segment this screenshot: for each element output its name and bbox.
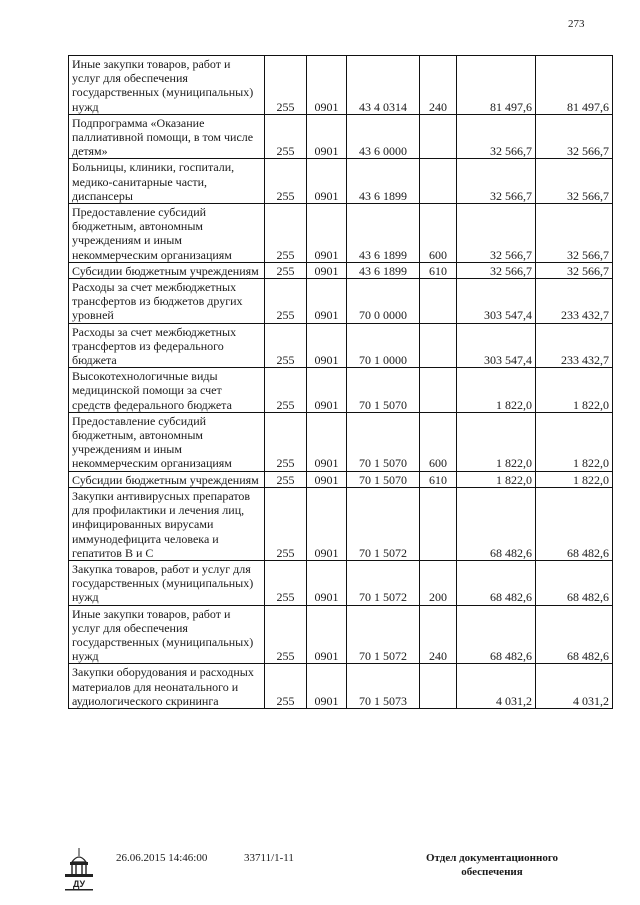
row-section-cell: 0901 — [307, 368, 347, 413]
table-row — [69, 487, 613, 560]
row-csr-cell: 70 1 5072 — [347, 560, 420, 605]
row-sum2-cell: 1 822,0 — [536, 471, 613, 487]
row-section-cell: 0901 — [307, 114, 347, 159]
row-name-cell: Подпрограмма «Оказание паллиативной помощи, в том числе детям» — [69, 114, 265, 159]
row-grbs-cell: 255 — [265, 368, 307, 413]
table-row — [69, 368, 613, 413]
row-grbs-cell: 255 — [265, 279, 307, 324]
table-row — [69, 605, 613, 664]
row-csr-cell: 70 1 5072 — [347, 487, 420, 560]
table-row — [69, 323, 613, 368]
budget-table-body — [69, 56, 613, 709]
row-vr-cell: 600 — [420, 204, 457, 263]
row-grbs-cell: 255 — [265, 560, 307, 605]
row-section-cell: 0901 — [307, 204, 347, 263]
row-csr-cell: 70 1 5073 — [347, 664, 420, 709]
row-grbs-cell: 255 — [265, 605, 307, 664]
row-name-cell: Субсидии бюджетным учреждениям — [69, 262, 265, 278]
table-row — [69, 204, 613, 263]
row-sum1-cell: 32 566,7 — [457, 114, 536, 159]
row-sum1-cell: 1 822,0 — [457, 471, 536, 487]
row-vr-cell — [420, 159, 457, 204]
row-name-cell: Высокотехнологичные виды медицинской помощи за счет средств федерального бюджета — [69, 368, 265, 413]
table-row — [69, 56, 613, 115]
row-csr-cell: 70 0 0000 — [347, 279, 420, 324]
row-grbs-cell: 255 — [265, 204, 307, 263]
row-sum1-cell: 32 566,7 — [457, 159, 536, 204]
table-row — [69, 159, 613, 204]
row-csr-cell: 43 6 1899 — [347, 262, 420, 278]
footer-department-line1: Отдел документационного — [425, 852, 559, 864]
row-sum1-cell: 68 482,6 — [457, 560, 536, 605]
page-number: 273 — [568, 18, 585, 30]
row-csr-cell: 43 6 1899 — [347, 204, 420, 263]
footer-datetime: 26.06.2015 14:46:00 — [116, 852, 208, 864]
row-name-cell: Закупки оборудования и расходных материалов для неонатального и аудиологического скрининга — [69, 664, 265, 709]
row-csr-cell: 43 4 0314 — [347, 56, 420, 115]
row-name-cell: Предоставление субсидий бюджетным, автономным учреждениям и иным некоммерческим организациям — [69, 204, 265, 263]
row-vr-cell — [420, 323, 457, 368]
row-name-cell: Субсидии бюджетным учреждениям — [69, 471, 265, 487]
row-vr-cell — [420, 368, 457, 413]
table-row — [69, 114, 613, 159]
row-sum1-cell: 303 547,4 — [457, 279, 536, 324]
row-grbs-cell: 255 — [265, 114, 307, 159]
table-row — [69, 471, 613, 487]
row-name-cell: Больницы, клиники, госпитали, медико-санитарные части, диспансеры — [69, 159, 265, 204]
row-vr-cell: 610 — [420, 471, 457, 487]
footer-department-line2: обеспечения — [461, 866, 523, 878]
footer-department — [412, 851, 572, 879]
row-csr-cell: 43 6 1899 — [347, 159, 420, 204]
row-sum1-cell: 68 482,6 — [457, 605, 536, 664]
row-name-cell: Расходы за счет межбюджетных трансфертов из бюджетов других уровней — [69, 279, 265, 324]
row-grbs-cell: 255 — [265, 664, 307, 709]
row-sum2-cell: 68 482,6 — [536, 605, 613, 664]
row-vr-cell: 600 — [420, 412, 457, 471]
row-section-cell: 0901 — [307, 664, 347, 709]
table-row — [69, 664, 613, 709]
footer-doc-number: 33711/1-11 — [244, 852, 294, 864]
row-grbs-cell: 255 — [265, 323, 307, 368]
row-section-cell: 0901 — [307, 412, 347, 471]
row-vr-cell — [420, 487, 457, 560]
row-section-cell: 0901 — [307, 262, 347, 278]
row-section-cell: 0901 — [307, 560, 347, 605]
row-sum2-cell: 68 482,6 — [536, 560, 613, 605]
row-sum1-cell: 32 566,7 — [457, 204, 536, 263]
row-sum1-cell: 1 822,0 — [457, 412, 536, 471]
row-sum1-cell: 1 822,0 — [457, 368, 536, 413]
row-sum2-cell: 32 566,7 — [536, 114, 613, 159]
row-csr-cell: 70 1 5072 — [347, 605, 420, 664]
row-sum2-cell: 81 497,6 — [536, 56, 613, 115]
row-sum2-cell: 68 482,6 — [536, 487, 613, 560]
row-section-cell: 0901 — [307, 605, 347, 664]
row-name-cell: Расходы за счет межбюджетных трансфертов из федерального бюджета — [69, 323, 265, 368]
row-sum2-cell: 233 432,7 — [536, 323, 613, 368]
row-sum1-cell: 32 566,7 — [457, 262, 536, 278]
row-vr-cell: 200 — [420, 560, 457, 605]
row-sum1-cell: 68 482,6 — [457, 487, 536, 560]
row-csr-cell: 70 1 5070 — [347, 368, 420, 413]
row-sum1-cell: 4 031,2 — [457, 664, 536, 709]
row-vr-cell — [420, 279, 457, 324]
row-name-cell: Закупка товаров, работ и услуг для государственных (муниципальных) нужд — [69, 560, 265, 605]
row-sum1-cell: 81 497,6 — [457, 56, 536, 115]
row-vr-cell — [420, 664, 457, 709]
table-row — [69, 560, 613, 605]
row-vr-cell — [420, 114, 457, 159]
row-sum2-cell: 4 031,2 — [536, 664, 613, 709]
row-name-cell: Предоставление субсидий бюджетным, автономным учреждениям и иным некоммерческим организациям — [69, 412, 265, 471]
row-name-cell: Иные закупки товаров, работ и услуг для обеспечения государственных (муниципальных) нужд — [69, 56, 265, 115]
row-sum2-cell: 1 822,0 — [536, 368, 613, 413]
building-emblem-icon — [62, 846, 96, 892]
row-sum1-cell: 303 547,4 — [457, 323, 536, 368]
row-section-cell: 0901 — [307, 279, 347, 324]
row-grbs-cell: 255 — [265, 487, 307, 560]
row-csr-cell: 70 1 0000 — [347, 323, 420, 368]
logo-letters: ДУ — [72, 879, 86, 889]
table-row — [69, 279, 613, 324]
building-emblem-graphic — [62, 846, 96, 892]
row-grbs-cell: 255 — [265, 412, 307, 471]
table-row — [69, 412, 613, 471]
row-vr-cell: 610 — [420, 262, 457, 278]
row-section-cell: 0901 — [307, 159, 347, 204]
row-csr-cell: 43 6 0000 — [347, 114, 420, 159]
row-sum2-cell: 1 822,0 — [536, 412, 613, 471]
row-csr-cell: 70 1 5070 — [347, 471, 420, 487]
row-vr-cell: 240 — [420, 605, 457, 664]
row-csr-cell: 70 1 5070 — [347, 412, 420, 471]
row-name-cell: Закупки антивирусных препаратов для профилактики и лечения лиц, инфицированных вирусами иммунодефицита человека и гепатитов В и С — [69, 487, 265, 560]
row-vr-cell: 240 — [420, 56, 457, 115]
row-grbs-cell: 255 — [265, 56, 307, 115]
budget-table — [68, 55, 613, 709]
table-row — [69, 262, 613, 278]
row-section-cell: 0901 — [307, 56, 347, 115]
row-sum2-cell: 233 432,7 — [536, 279, 613, 324]
row-grbs-cell: 255 — [265, 262, 307, 278]
row-grbs-cell: 255 — [265, 159, 307, 204]
row-section-cell: 0901 — [307, 471, 347, 487]
row-sum2-cell: 32 566,7 — [536, 262, 613, 278]
row-section-cell: 0901 — [307, 487, 347, 560]
row-sum2-cell: 32 566,7 — [536, 159, 613, 204]
row-grbs-cell: 255 — [265, 471, 307, 487]
row-name-cell: Иные закупки товаров, работ и услуг для обеспечения государственных (муниципальных) нужд — [69, 605, 265, 664]
row-sum2-cell: 32 566,7 — [536, 204, 613, 263]
row-section-cell: 0901 — [307, 323, 347, 368]
